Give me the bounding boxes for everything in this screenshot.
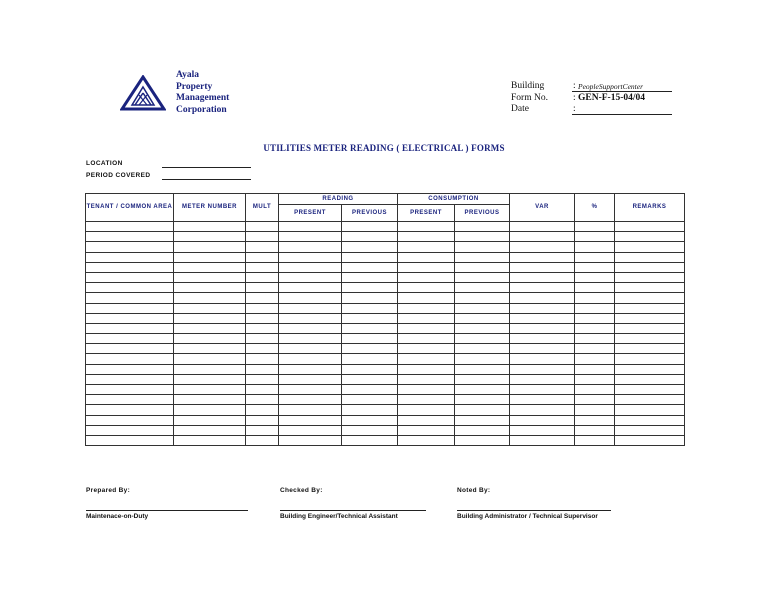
- table-cell[interactable]: [342, 374, 398, 384]
- table-cell[interactable]: [455, 395, 510, 405]
- checked-signature-line[interactable]: [280, 510, 426, 511]
- info-values: [578, 81, 645, 116]
- table-cell[interactable]: [342, 313, 398, 323]
- table-cell[interactable]: [510, 242, 575, 252]
- table-cell[interactable]: [174, 222, 246, 232]
- header-percent: %: [575, 194, 615, 222]
- table-cell[interactable]: [86, 415, 174, 425]
- table-cell[interactable]: [510, 415, 575, 425]
- table-cell[interactable]: [342, 303, 398, 313]
- table-cell[interactable]: [86, 242, 174, 252]
- header-var: VAR: [510, 194, 575, 222]
- table-cell[interactable]: [510, 395, 575, 405]
- table-cell[interactable]: [342, 385, 398, 395]
- table-cell[interactable]: [398, 344, 455, 354]
- table-row: [86, 313, 685, 323]
- table-cell[interactable]: [615, 415, 685, 425]
- table-cell[interactable]: [575, 262, 615, 272]
- table-cell[interactable]: [342, 232, 398, 242]
- table-cell[interactable]: [174, 395, 246, 405]
- table-cell[interactable]: [246, 262, 279, 272]
- table-cell[interactable]: [279, 364, 342, 374]
- table-cell[interactable]: [510, 232, 575, 242]
- company-name: [176, 70, 229, 116]
- table-cell[interactable]: [279, 283, 342, 293]
- table-cell[interactable]: [279, 262, 342, 272]
- table-cell[interactable]: [86, 385, 174, 395]
- table-cell[interactable]: [615, 242, 685, 252]
- table-cell[interactable]: [342, 222, 398, 232]
- table-cell[interactable]: [86, 344, 174, 354]
- table-cell[interactable]: [615, 313, 685, 323]
- noted-by-label: Noted By:: [457, 487, 491, 494]
- table-cell[interactable]: [398, 425, 455, 435]
- date-underline: [572, 114, 672, 115]
- table-cell[interactable]: [575, 252, 615, 262]
- table-cell[interactable]: [398, 283, 455, 293]
- table-cell[interactable]: [86, 323, 174, 333]
- table-cell[interactable]: [510, 262, 575, 272]
- header-consumption-previous: PREVIOUS: [455, 205, 510, 222]
- table-cell[interactable]: [615, 425, 685, 435]
- table-cell[interactable]: [279, 415, 342, 425]
- table-cell[interactable]: [342, 344, 398, 354]
- table-row: [86, 303, 685, 313]
- colon: :: [573, 104, 576, 114]
- table-cell[interactable]: [510, 374, 575, 384]
- table-cell[interactable]: [398, 293, 455, 303]
- table-cell[interactable]: [398, 374, 455, 384]
- table-cell[interactable]: [174, 334, 246, 344]
- company-logo-icon: [120, 75, 166, 111]
- table-cell[interactable]: [246, 344, 279, 354]
- table-cell[interactable]: [455, 385, 510, 395]
- table-cell[interactable]: [279, 354, 342, 364]
- header-remarks: REMARKS: [615, 194, 685, 222]
- table-cell[interactable]: [615, 364, 685, 374]
- table-row: [86, 344, 685, 354]
- table-row: [86, 354, 685, 364]
- table-cell[interactable]: [398, 405, 455, 415]
- table-row: [86, 364, 685, 374]
- table-cell[interactable]: [342, 252, 398, 262]
- table-cell[interactable]: [86, 252, 174, 262]
- table-cell[interactable]: [510, 435, 575, 445]
- table-cell[interactable]: [398, 385, 455, 395]
- table-cell[interactable]: [174, 293, 246, 303]
- header-consumption-present: PRESENT: [398, 205, 455, 222]
- table-cell[interactable]: [455, 334, 510, 344]
- table-cell[interactable]: [342, 272, 398, 282]
- table-cell[interactable]: [615, 374, 685, 384]
- table-cell[interactable]: [174, 303, 246, 313]
- table-cell[interactable]: [86, 364, 174, 374]
- table-cell[interactable]: [86, 313, 174, 323]
- table-cell[interactable]: [86, 334, 174, 344]
- table-cell[interactable]: [575, 222, 615, 232]
- period-field[interactable]: [162, 179, 251, 180]
- table-cell[interactable]: [246, 385, 279, 395]
- table-row: [86, 385, 685, 395]
- table-cell[interactable]: [279, 293, 342, 303]
- table-cell[interactable]: [615, 283, 685, 293]
- table-cell[interactable]: [342, 354, 398, 364]
- building-label: Building: [511, 81, 545, 91]
- table-cell[interactable]: [246, 364, 279, 374]
- table-cell[interactable]: [575, 323, 615, 333]
- table-cell[interactable]: [86, 405, 174, 415]
- table-cell[interactable]: [615, 344, 685, 354]
- table-cell[interactable]: [510, 313, 575, 323]
- table-cell[interactable]: [455, 303, 510, 313]
- table-cell[interactable]: [246, 415, 279, 425]
- table-cell[interactable]: [86, 262, 174, 272]
- table-cell[interactable]: [615, 222, 685, 232]
- table-cell[interactable]: [398, 242, 455, 252]
- form-no-label: Form No.: [511, 92, 548, 103]
- company-line-1: Ayala: [176, 70, 200, 80]
- table-cell[interactable]: [279, 242, 342, 252]
- table-cell[interactable]: [86, 232, 174, 242]
- table-cell[interactable]: [279, 252, 342, 262]
- table-cell[interactable]: [455, 232, 510, 242]
- table-cell[interactable]: [342, 262, 398, 272]
- table-cell[interactable]: [455, 435, 510, 445]
- prepared-by-label: Prepared By:: [86, 487, 131, 494]
- table-cell[interactable]: [174, 425, 246, 435]
- table-cell[interactable]: [455, 405, 510, 415]
- table-cell[interactable]: [510, 272, 575, 282]
- form-title: UTILITIES METER READING ( ELECTRICAL ) FORMS: [263, 143, 505, 153]
- table-cell[interactable]: [615, 303, 685, 313]
- table-cell[interactable]: [246, 435, 279, 445]
- table-cell[interactable]: [342, 405, 398, 415]
- table-cell[interactable]: [455, 283, 510, 293]
- table-cell[interactable]: [246, 303, 279, 313]
- company-line-3: Management: [176, 93, 230, 103]
- table-cell[interactable]: [398, 415, 455, 425]
- location-field[interactable]: [162, 167, 251, 168]
- table-cell[interactable]: [174, 344, 246, 354]
- table-cell[interactable]: [575, 232, 615, 242]
- table-cell[interactable]: [342, 323, 398, 333]
- table-cell[interactable]: [455, 323, 510, 333]
- table-cell[interactable]: [174, 415, 246, 425]
- table-cell[interactable]: [455, 354, 510, 364]
- table-cell[interactable]: [279, 374, 342, 384]
- table-cell[interactable]: [174, 364, 246, 374]
- table-cell[interactable]: [279, 435, 342, 445]
- table-cell[interactable]: [279, 303, 342, 313]
- table-cell[interactable]: [174, 385, 246, 395]
- table-cell[interactable]: [398, 323, 455, 333]
- table-cell[interactable]: [246, 272, 279, 282]
- table-cell[interactable]: [174, 323, 246, 333]
- table-row: [86, 374, 685, 384]
- table-cell[interactable]: [455, 344, 510, 354]
- table-cell[interactable]: [510, 385, 575, 395]
- table-cell[interactable]: [174, 272, 246, 282]
- table-row: [86, 262, 685, 272]
- table-cell[interactable]: [279, 272, 342, 282]
- noted-role: Building Administrator / Technical Supervisor: [457, 513, 598, 520]
- table-cell[interactable]: [510, 283, 575, 293]
- table-cell[interactable]: [246, 283, 279, 293]
- table-cell[interactable]: [455, 222, 510, 232]
- table-cell[interactable]: [342, 334, 398, 344]
- table-cell[interactable]: [86, 395, 174, 405]
- table-cell[interactable]: [398, 354, 455, 364]
- table-cell[interactable]: [575, 293, 615, 303]
- table-cell[interactable]: [510, 252, 575, 262]
- table-cell[interactable]: [279, 313, 342, 323]
- table-cell[interactable]: [455, 313, 510, 323]
- table-row: [86, 293, 685, 303]
- table-cell[interactable]: [398, 364, 455, 374]
- header-reading: READING: [279, 194, 398, 205]
- building-value[interactable]: PeopleSupportCenter: [578, 82, 643, 91]
- table-cell[interactable]: [510, 354, 575, 364]
- table-cell[interactable]: [615, 385, 685, 395]
- table-cell[interactable]: [342, 283, 398, 293]
- table-cell[interactable]: [575, 395, 615, 405]
- table-cell[interactable]: [455, 374, 510, 384]
- table-cell[interactable]: [246, 354, 279, 364]
- table-cell[interactable]: [575, 283, 615, 293]
- table-cell[interactable]: [510, 364, 575, 374]
- table-cell[interactable]: [174, 435, 246, 445]
- table-body: [86, 222, 685, 446]
- header-reading-previous: PREVIOUS: [342, 205, 398, 222]
- table-cell[interactable]: [246, 323, 279, 333]
- table-cell[interactable]: [455, 415, 510, 425]
- company-line-4: Corporation: [176, 104, 227, 115]
- table-cell[interactable]: [615, 354, 685, 364]
- table-cell[interactable]: [342, 415, 398, 425]
- table-cell[interactable]: [575, 272, 615, 282]
- table-row: [86, 435, 685, 445]
- table-cell[interactable]: [575, 415, 615, 425]
- table-cell[interactable]: [615, 334, 685, 344]
- table-cell[interactable]: [174, 232, 246, 242]
- table-cell[interactable]: [86, 293, 174, 303]
- table-cell[interactable]: [279, 344, 342, 354]
- table-cell[interactable]: [615, 262, 685, 272]
- table-cell[interactable]: [455, 293, 510, 303]
- form-no-value[interactable]: GEN-F-15-04/04: [578, 92, 646, 103]
- table-cell[interactable]: [575, 374, 615, 384]
- table-cell[interactable]: [342, 293, 398, 303]
- table-row: [86, 222, 685, 232]
- info-colons: [573, 81, 576, 116]
- table-cell[interactable]: [398, 272, 455, 282]
- table-cell[interactable]: [575, 242, 615, 252]
- table-cell[interactable]: [86, 283, 174, 293]
- table-cell[interactable]: [615, 435, 685, 445]
- table-cell[interactable]: [174, 242, 246, 252]
- table-cell[interactable]: [615, 395, 685, 405]
- header-mult: MULT: [246, 194, 279, 222]
- table-cell[interactable]: [279, 425, 342, 435]
- table-cell[interactable]: [510, 222, 575, 232]
- table-cell[interactable]: [575, 385, 615, 395]
- table-cell[interactable]: [279, 405, 342, 415]
- table-cell[interactable]: [342, 395, 398, 405]
- prepared-role: Maintenace-on-Duty: [86, 513, 149, 520]
- table-cell[interactable]: [246, 334, 279, 344]
- table-cell[interactable]: [279, 232, 342, 242]
- table-cell[interactable]: [342, 242, 398, 252]
- table-cell[interactable]: [279, 395, 342, 405]
- table-cell[interactable]: [510, 334, 575, 344]
- table-cell[interactable]: [575, 344, 615, 354]
- table-cell[interactable]: [246, 374, 279, 384]
- table-cell[interactable]: [615, 272, 685, 282]
- table-cell[interactable]: [575, 405, 615, 415]
- table-cell[interactable]: [86, 272, 174, 282]
- table-cell[interactable]: [246, 313, 279, 323]
- table-cell[interactable]: [398, 334, 455, 344]
- table-cell[interactable]: [398, 435, 455, 445]
- table-cell[interactable]: [246, 405, 279, 415]
- table-cell[interactable]: [174, 252, 246, 262]
- table-row: [86, 232, 685, 242]
- checked-role: Building Engineer/Technical Assistant: [280, 513, 398, 520]
- table-cell[interactable]: [279, 222, 342, 232]
- checked-by-label: Checked By:: [280, 487, 323, 494]
- table-row: [86, 415, 685, 425]
- table-cell[interactable]: [455, 364, 510, 374]
- table-cell[interactable]: [455, 272, 510, 282]
- table-cell[interactable]: [575, 425, 615, 435]
- company-line-2: Property: [176, 81, 213, 92]
- colon: :: [573, 81, 576, 91]
- table-cell[interactable]: [342, 364, 398, 374]
- table-cell[interactable]: [510, 323, 575, 333]
- table-row: [86, 334, 685, 344]
- table-cell[interactable]: [398, 303, 455, 313]
- table-cell[interactable]: [455, 252, 510, 262]
- table-cell[interactable]: [246, 425, 279, 435]
- table-cell[interactable]: [510, 303, 575, 313]
- table-cell[interactable]: [246, 232, 279, 242]
- table-cell[interactable]: [279, 323, 342, 333]
- table-cell[interactable]: [575, 303, 615, 313]
- table-cell[interactable]: [174, 313, 246, 323]
- table-cell[interactable]: [510, 425, 575, 435]
- table-cell[interactable]: [510, 344, 575, 354]
- table-row: [86, 395, 685, 405]
- table-cell[interactable]: [615, 252, 685, 262]
- table-cell[interactable]: [246, 242, 279, 252]
- header-meter-number: METER NUMBER: [174, 194, 246, 222]
- table-cell[interactable]: [455, 262, 510, 272]
- table-row: [86, 425, 685, 435]
- meter-reading-table: [85, 193, 685, 446]
- table-cell[interactable]: [615, 323, 685, 333]
- table-cell[interactable]: [615, 293, 685, 303]
- table-cell[interactable]: [279, 334, 342, 344]
- table-cell[interactable]: [455, 425, 510, 435]
- table-cell[interactable]: [246, 252, 279, 262]
- table-cell[interactable]: [174, 405, 246, 415]
- table-cell[interactable]: [86, 303, 174, 313]
- date-label: Date: [511, 104, 529, 114]
- table-cell[interactable]: [398, 252, 455, 262]
- table-cell[interactable]: [398, 313, 455, 323]
- table-cell[interactable]: [174, 262, 246, 272]
- table-cell[interactable]: [86, 222, 174, 232]
- table-cell[interactable]: [398, 395, 455, 405]
- table-cell[interactable]: [86, 354, 174, 364]
- table-cell[interactable]: [86, 435, 174, 445]
- table-cell[interactable]: [510, 405, 575, 415]
- table-cell[interactable]: [575, 435, 615, 445]
- building-underline: [572, 91, 672, 92]
- table-cell[interactable]: [455, 242, 510, 252]
- table-row: [86, 272, 685, 282]
- table-cell[interactable]: [615, 232, 685, 242]
- table-cell[interactable]: [246, 293, 279, 303]
- table-row: [86, 405, 685, 415]
- table-row: [86, 252, 685, 262]
- table-cell[interactable]: [246, 395, 279, 405]
- header-consumption: CONSUMPTION: [398, 194, 510, 205]
- prepared-signature-line[interactable]: [86, 510, 248, 511]
- table-cell[interactable]: [575, 364, 615, 374]
- table-cell[interactable]: [86, 374, 174, 384]
- info-labels: [511, 81, 548, 116]
- table-row: [86, 283, 685, 293]
- table-cell[interactable]: [398, 232, 455, 242]
- table-cell[interactable]: [615, 405, 685, 415]
- location-label: LOCATION: [86, 160, 123, 167]
- table-cell[interactable]: [86, 425, 174, 435]
- table-cell[interactable]: [510, 293, 575, 303]
- table-cell[interactable]: [174, 283, 246, 293]
- noted-signature-line[interactable]: [457, 510, 611, 511]
- table-cell[interactable]: [342, 435, 398, 445]
- table-cell[interactable]: [246, 222, 279, 232]
- period-label: PERIOD COVERED: [86, 172, 151, 179]
- colon: :: [573, 92, 576, 103]
- table-row: [86, 242, 685, 252]
- table-cell[interactable]: [174, 374, 246, 384]
- header-reading-present: PRESENT: [279, 205, 342, 222]
- table-cell[interactable]: [398, 262, 455, 272]
- table-cell[interactable]: [398, 222, 455, 232]
- table-cell[interactable]: [575, 313, 615, 323]
- table-cell[interactable]: [575, 354, 615, 364]
- table-row: [86, 323, 685, 333]
- table-cell[interactable]: [279, 385, 342, 395]
- table-cell[interactable]: [342, 425, 398, 435]
- table-cell[interactable]: [575, 334, 615, 344]
- table-cell[interactable]: [174, 354, 246, 364]
- header-tenant: TENANT / COMMON AREA: [86, 194, 174, 222]
